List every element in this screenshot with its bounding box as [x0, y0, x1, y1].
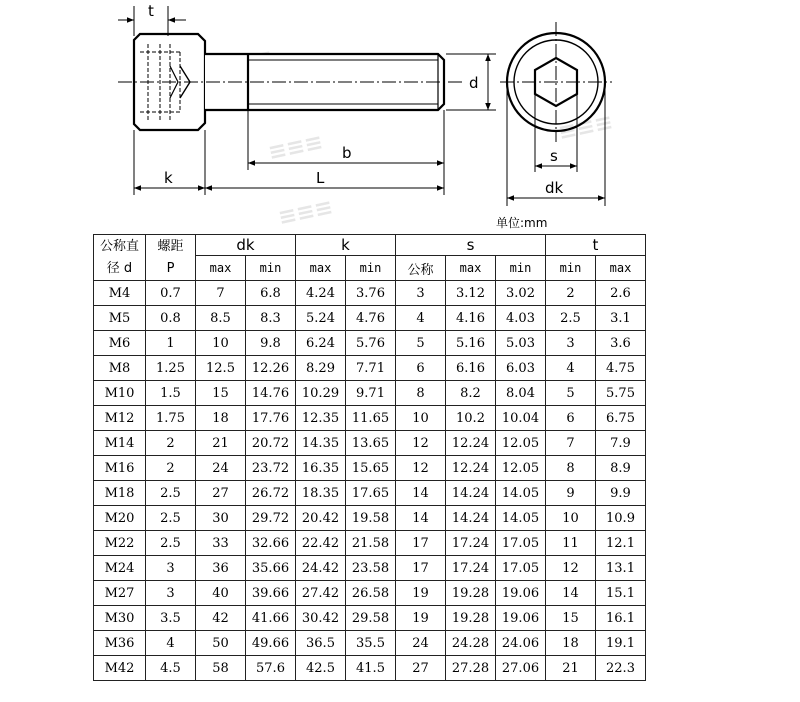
table-cell: 2	[146, 456, 196, 481]
table-cell: 12.35	[296, 406, 346, 431]
table-cell: 19	[396, 581, 446, 606]
table-cell: 29.58	[346, 606, 396, 631]
table-cell: 49.66	[246, 631, 296, 656]
table-cell: 10	[196, 331, 246, 356]
sub-k-min: min	[346, 256, 396, 281]
table-cell: 6.24	[296, 331, 346, 356]
table-cell: 19.1	[596, 631, 646, 656]
table-cell: 10	[546, 506, 596, 531]
table-cell: M18	[94, 481, 146, 506]
table-row	[94, 306, 646, 331]
sub-t-max: max	[596, 256, 646, 281]
table-cell: 0.7	[146, 281, 196, 306]
table-cell: M20	[94, 506, 146, 531]
table-cell: 18	[196, 406, 246, 431]
svg-text:≡≡≡: ≡≡≡	[276, 194, 336, 231]
table-cell: M14	[94, 431, 146, 456]
table-cell: 30	[196, 506, 246, 531]
table-cell: M4	[94, 281, 146, 306]
header-pitch: 螺距 P	[146, 235, 196, 281]
table-cell: 39.66	[246, 581, 296, 606]
table-cell: 5	[546, 381, 596, 406]
table-cell: 4	[546, 356, 596, 381]
table-cell: 12	[546, 556, 596, 581]
table-cell: 1.25	[146, 356, 196, 381]
table-row	[94, 506, 646, 531]
table-cell: 17	[396, 556, 446, 581]
table-cell: M27	[94, 581, 146, 606]
bolt-drawing	[0, 0, 800, 232]
table-cell: 9.8	[246, 331, 296, 356]
table-cell: 4	[146, 631, 196, 656]
table-cell: 6	[396, 356, 446, 381]
label-s: s	[550, 147, 558, 165]
table-cell: 17.65	[346, 481, 396, 506]
table-cell: 11	[546, 531, 596, 556]
table-cell: 12.24	[446, 456, 496, 481]
table-cell: M22	[94, 531, 146, 556]
table-cell: 29.72	[246, 506, 296, 531]
table-cell: 36.5	[296, 631, 346, 656]
table-row	[94, 606, 646, 631]
table-cell: 21	[196, 431, 246, 456]
table-cell: 58	[196, 656, 246, 681]
table-cell: M36	[94, 631, 146, 656]
table-cell: 21.58	[346, 531, 396, 556]
table-cell: 14.35	[296, 431, 346, 456]
table-cell: 9.71	[346, 381, 396, 406]
svg-text:≡≡≡: ≡≡≡	[556, 109, 616, 146]
table-row	[94, 431, 646, 456]
table-cell: 2.5	[146, 481, 196, 506]
table-cell: 3	[396, 281, 446, 306]
sub-s-nominal: 公称	[396, 256, 446, 281]
table-cell: 27.28	[446, 656, 496, 681]
table-cell: 2.5	[146, 531, 196, 556]
table-cell: 24	[396, 631, 446, 656]
unit-label: 单位:mm	[496, 216, 548, 230]
table-cell: 12.05	[496, 456, 546, 481]
table-cell: 16.35	[296, 456, 346, 481]
table-cell: 9.9	[596, 481, 646, 506]
table-cell: 36	[196, 556, 246, 581]
table-cell: 7	[196, 281, 246, 306]
table-cell: 8.29	[296, 356, 346, 381]
header-nominal: 公称直 径 d	[94, 235, 146, 281]
table-cell: 41.66	[246, 606, 296, 631]
table-cell: 42	[196, 606, 246, 631]
table-cell: 12.5	[196, 356, 246, 381]
sub-dk-max: max	[196, 256, 246, 281]
table-cell: 13.65	[346, 431, 396, 456]
table-cell: 10.2	[446, 406, 496, 431]
label-k: k	[164, 169, 173, 187]
table-cell: 17.05	[496, 531, 546, 556]
table-cell: 23.58	[346, 556, 396, 581]
table-cell: 11.65	[346, 406, 396, 431]
table-cell: 4.24	[296, 281, 346, 306]
table-cell: 10.29	[296, 381, 346, 406]
table-cell: 27	[196, 481, 246, 506]
table-cell: 14.76	[246, 381, 296, 406]
table-cell: M10	[94, 381, 146, 406]
table-cell: 5.75	[596, 381, 646, 406]
table-cell: 4	[396, 306, 446, 331]
header-s: s	[396, 235, 546, 256]
header-row-1	[94, 235, 646, 256]
table-cell: 14	[396, 481, 446, 506]
table-cell: 18	[546, 631, 596, 656]
table-cell: 3	[146, 581, 196, 606]
table-cell: 8	[396, 381, 446, 406]
label-L: L	[316, 169, 325, 187]
table-cell: 3.12	[446, 281, 496, 306]
table-cell: 57.6	[246, 656, 296, 681]
table-cell: 3.6	[596, 331, 646, 356]
table-row	[94, 631, 646, 656]
table-cell: 8.5	[196, 306, 246, 331]
table-cell: 20.42	[296, 506, 346, 531]
header-k: k	[296, 235, 396, 256]
table-cell: 12	[396, 456, 446, 481]
table-cell: 2.6	[596, 281, 646, 306]
table-cell: 3.76	[346, 281, 396, 306]
table-cell: 32.66	[246, 531, 296, 556]
table-cell: 6	[546, 406, 596, 431]
table-cell: 14.05	[496, 481, 546, 506]
table-cell: 14.05	[496, 506, 546, 531]
table-row	[94, 281, 646, 306]
sub-dk-min: min	[246, 256, 296, 281]
table-cell: 19	[396, 606, 446, 631]
table-cell: 19.06	[496, 606, 546, 631]
table-cell: 12.24	[446, 431, 496, 456]
table-cell: 3.5	[146, 606, 196, 631]
table-cell: 27.42	[296, 581, 346, 606]
table-cell: 20.72	[246, 431, 296, 456]
table-cell: 12.05	[496, 431, 546, 456]
table-cell: 8.2	[446, 381, 496, 406]
table-cell: 7.71	[346, 356, 396, 381]
table-cell: 15	[546, 606, 596, 631]
table-cell: 4.16	[446, 306, 496, 331]
table-cell: 6.03	[496, 356, 546, 381]
table-cell: 3.1	[596, 306, 646, 331]
table-cell: 27	[396, 656, 446, 681]
table-row	[94, 406, 646, 431]
table-cell: 16.1	[596, 606, 646, 631]
table-cell: 30.42	[296, 606, 346, 631]
table-cell: 5.03	[496, 331, 546, 356]
table-cell: 1.75	[146, 406, 196, 431]
sub-k-max: max	[296, 256, 346, 281]
table-row	[94, 581, 646, 606]
table-cell: 24	[196, 456, 246, 481]
table-row	[94, 456, 646, 481]
table-cell: 8.9	[596, 456, 646, 481]
table-cell: 7	[546, 431, 596, 456]
table-cell: 26.72	[246, 481, 296, 506]
table-cell: 14	[546, 581, 596, 606]
table-cell: 17.24	[446, 556, 496, 581]
table-cell: 15.1	[596, 581, 646, 606]
table-cell: 12	[396, 431, 446, 456]
table-cell: 24.42	[296, 556, 346, 581]
table-cell: 3.02	[496, 281, 546, 306]
table-cell: 19.58	[346, 506, 396, 531]
table-row	[94, 531, 646, 556]
table-cell: 10.04	[496, 406, 546, 431]
sub-s-max: max	[446, 256, 496, 281]
table-cell: 9	[546, 481, 596, 506]
sub-s-min: min	[496, 256, 546, 281]
table-cell: 5.16	[446, 331, 496, 356]
table-cell: 22.42	[296, 531, 346, 556]
label-t: t	[148, 2, 154, 20]
table-cell: 13.1	[596, 556, 646, 581]
table-cell: 17.76	[246, 406, 296, 431]
table-cell: 18.35	[296, 481, 346, 506]
header-t: t	[546, 235, 646, 256]
table-cell: 19.28	[446, 581, 496, 606]
table-cell: 1	[146, 331, 196, 356]
table-cell: 41.5	[346, 656, 396, 681]
table-cell: 6.8	[246, 281, 296, 306]
table-cell: 2.5	[146, 506, 196, 531]
table-cell: 5	[396, 331, 446, 356]
table-row	[94, 556, 646, 581]
table-cell: 10	[396, 406, 446, 431]
table-cell: M6	[94, 331, 146, 356]
table-cell: 35.5	[346, 631, 396, 656]
table-cell: 12.26	[246, 356, 296, 381]
table-cell: 26.58	[346, 581, 396, 606]
table-cell: M30	[94, 606, 146, 631]
table-cell: 17.05	[496, 556, 546, 581]
header-dk: dk	[196, 235, 296, 256]
table-cell: 8	[546, 456, 596, 481]
table-cell: M8	[94, 356, 146, 381]
table-cell: 3	[146, 556, 196, 581]
table-cell: 8.3	[246, 306, 296, 331]
table-body	[94, 281, 646, 681]
table-cell: 24.06	[496, 631, 546, 656]
table-cell: 35.66	[246, 556, 296, 581]
table-cell: 5.76	[346, 331, 396, 356]
table-cell: 12.1	[596, 531, 646, 556]
table-cell: 6.75	[596, 406, 646, 431]
table-cell: 4.5	[146, 656, 196, 681]
table-cell: 14.24	[446, 506, 496, 531]
table-cell: 7.9	[596, 431, 646, 456]
table-row	[94, 481, 646, 506]
table-cell: 17.24	[446, 531, 496, 556]
table-cell: 21	[546, 656, 596, 681]
label-d: d	[469, 74, 479, 92]
table-cell: 17	[396, 531, 446, 556]
table-cell: 15	[196, 381, 246, 406]
table-cell: 19.28	[446, 606, 496, 631]
sub-t-min: min	[546, 256, 596, 281]
table-cell: M5	[94, 306, 146, 331]
table-cell: 14.24	[446, 481, 496, 506]
table-cell: M12	[94, 406, 146, 431]
table-cell: M24	[94, 556, 146, 581]
table-cell: 40	[196, 581, 246, 606]
table-cell: 2	[546, 281, 596, 306]
table-cell: 19.06	[496, 581, 546, 606]
table-cell: 5.24	[296, 306, 346, 331]
table-cell: 24.28	[446, 631, 496, 656]
table-cell: 22.3	[596, 656, 646, 681]
table-cell: 23.72	[246, 456, 296, 481]
table-cell: 6.16	[446, 356, 496, 381]
dimension-table	[93, 234, 646, 681]
table-cell: 3	[546, 331, 596, 356]
table-cell: 15.65	[346, 456, 396, 481]
table-row	[94, 381, 646, 406]
table-cell: 27.06	[496, 656, 546, 681]
table-cell: 33	[196, 531, 246, 556]
table-cell: 4.76	[346, 306, 396, 331]
table-cell: 8.04	[496, 381, 546, 406]
table-cell: 42.5	[296, 656, 346, 681]
label-b: b	[342, 144, 352, 162]
table-cell: 1.5	[146, 381, 196, 406]
table-cell: 10.9	[596, 506, 646, 531]
table-cell: 4.03	[496, 306, 546, 331]
table-cell: 50	[196, 631, 246, 656]
table-cell: 4.75	[596, 356, 646, 381]
label-dk: dk	[545, 179, 564, 197]
table-row	[94, 331, 646, 356]
table-row	[94, 356, 646, 381]
svg-text:≡≡≡: ≡≡≡	[266, 129, 326, 166]
table-cell: 2	[146, 431, 196, 456]
table-cell: 2.5	[546, 306, 596, 331]
table-cell: M16	[94, 456, 146, 481]
table-cell: 14	[396, 506, 446, 531]
table-cell: M42	[94, 656, 146, 681]
table-row	[94, 656, 646, 681]
table-cell: 0.8	[146, 306, 196, 331]
